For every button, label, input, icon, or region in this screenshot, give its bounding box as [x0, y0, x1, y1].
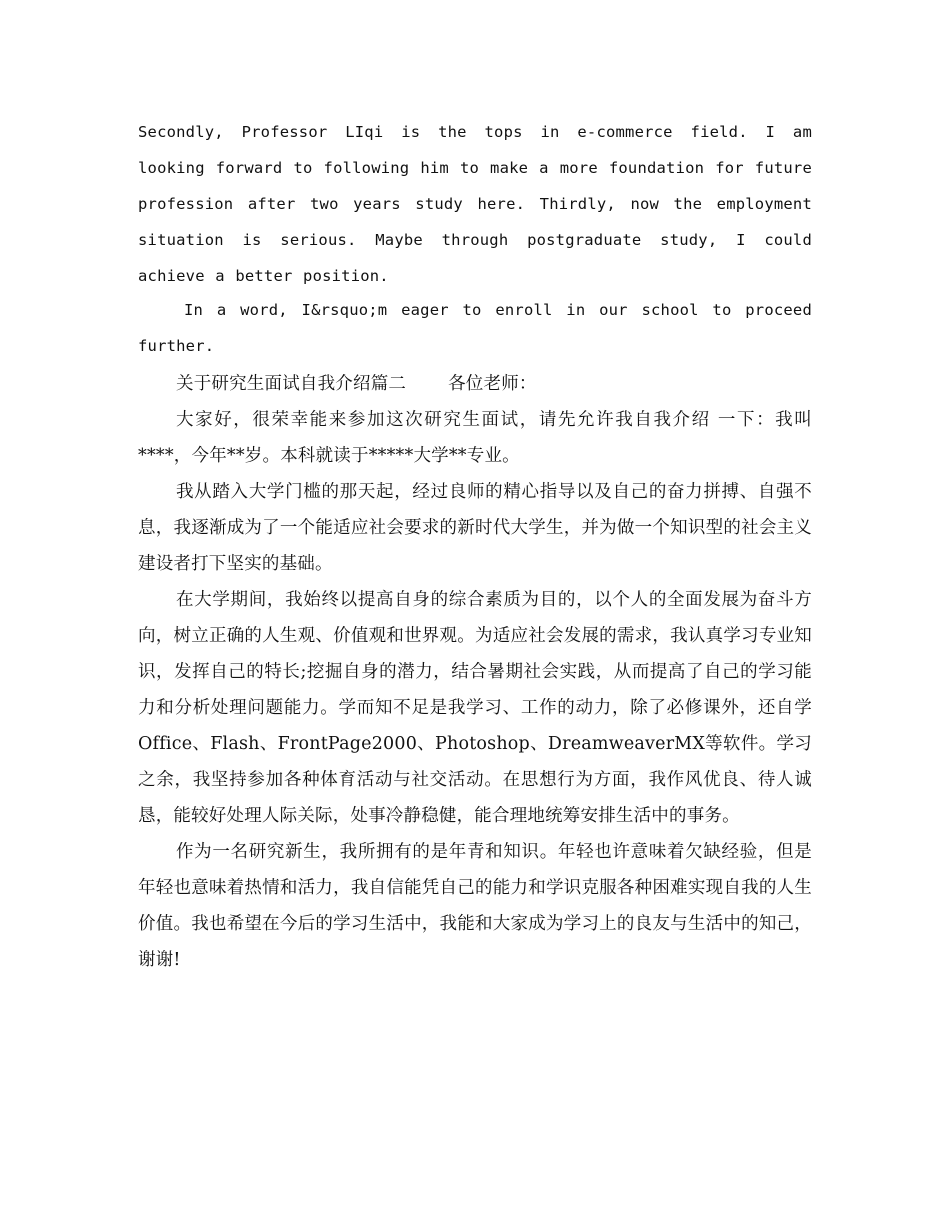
salutation: 各位老师： [448, 374, 537, 394]
section-title: 关于研究生面试自我介绍篇二 [176, 374, 407, 394]
paragraph-university-study: 在大学期间，我始终以提高自身的综合素质为目的，以个人的全面发展为奋斗方向，树立正确的人生观、价值观和世界观。为适应社会发展的需求，我认真学习专业知识，发挥自己的特长;挖掘自身的潜力，结合暑期社会实践，从而提高了自己的学习能力和分析处理问题能力。学而知不足是我学习、工作的动力，除了必修课外，还自学Office、Flash、FrontPage2000、Photoshop、DreamweaverMX等软件。学习之余，我坚持参加各种体育活动与社交活动。在思想行为方面，我作风优良、待人诚恳，能较好处理人际关际，处事冷静稳健，能合理地统筹安排生活中的事务。 [138, 590, 812, 826]
paragraph-greeting: 大家好，很荣幸能来参加这次研究生面试，请先允许我自我介绍 一下：我叫****，今年**岁。本科就读于*****大学**专业。 [138, 410, 812, 466]
section-heading-line [138, 366, 812, 402]
document-body [138, 114, 812, 978]
paragraph-english-conclusion: In a word, I&rsquo;m eager to enroll in our school to proceed further. [138, 301, 812, 355]
paragraph-english-reasons: Secondly, Professor LIqi is the tops in e-commerce field. I am looking forward to following him to make a more foundation for future profession after two years study here. Thirdly, now the employment situation is serious. Maybe through postgraduate study, I could achieve a better position. [138, 123, 812, 285]
paragraph-university-growth: 我从踏入大学门槛的那天起，经过良师的精心指导以及自己的奋力拼搏、自强不息，我逐渐成为了一个能适应社会要求的新时代大学生，并为做一个知识型的社会主义建设者打下坚实的基础。 [138, 482, 812, 574]
paragraph-closing: 作为一名研究新生，我所拥有的是年青和知识。年轻也许意味着欠缺经验，但是年轻也意味着热情和活力，我自信能凭自己的能力和学识克服各种困难实现自我的人生价值。我也希望在今后的学习生活中，我能和大家成为学习上的良友与生活中的知己，谢谢! [138, 842, 812, 970]
